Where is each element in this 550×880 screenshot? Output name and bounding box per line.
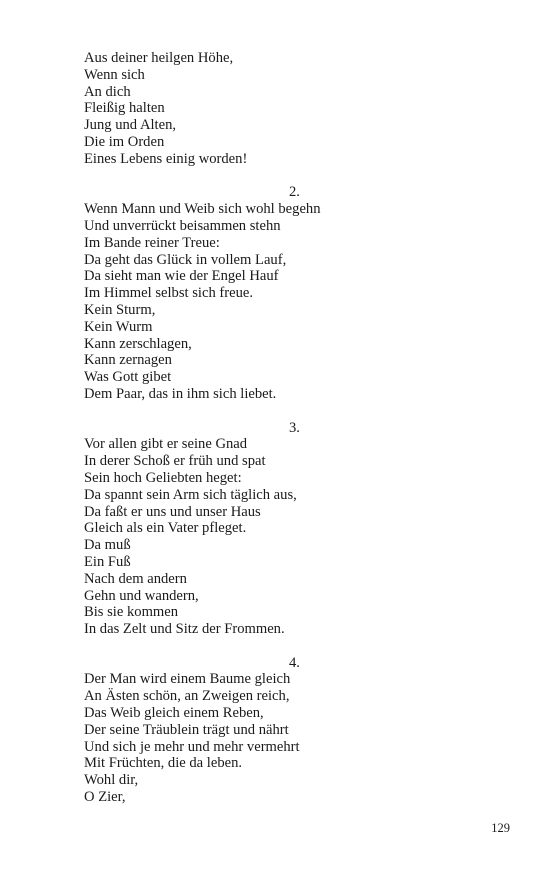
verse-line: Da faßt er uns und unser Haus bbox=[84, 503, 261, 520]
stanza-2 bbox=[84, 184, 484, 402]
verse-line: Eines Lebens einig worden! bbox=[84, 150, 248, 167]
verse-line: In das Zelt und Sitz der Frommen. bbox=[84, 621, 285, 638]
verse-line: Gleich als ein Vater pfleget. bbox=[84, 520, 247, 537]
verse-line: Der seine Träublein trägt und nährt bbox=[84, 721, 289, 738]
verse-line: An Ästen schön, an Zweigen reich, bbox=[84, 688, 290, 705]
verse-line: Wenn sich bbox=[84, 66, 145, 83]
verse-line: Was Gott gibet bbox=[84, 369, 172, 386]
verse-line: Gehn und wandern, bbox=[84, 587, 199, 604]
stanza-number: 2. bbox=[289, 184, 300, 201]
verse-line: Dem Paar, das in ihm sich liebet. bbox=[84, 385, 277, 402]
verse-line: Wenn Mann und Weib sich wohl begehn bbox=[84, 201, 321, 218]
verse-line: Kann zerschlagen, bbox=[84, 335, 192, 352]
verse-line: Da spannt sein Arm sich täglich aus, bbox=[84, 486, 297, 503]
verse-line: Sein hoch Geliebten heget: bbox=[84, 469, 242, 486]
verse-line: Vor allen gibt er seine Gnad bbox=[84, 436, 248, 453]
stanza-gap bbox=[84, 403, 484, 420]
verse-line: Und unverrückt beisammen stehn bbox=[84, 217, 281, 234]
verse-line: Fleißig halten bbox=[84, 100, 165, 117]
stanza-4 bbox=[84, 655, 484, 806]
stanza-number: 3. bbox=[289, 419, 300, 436]
verse-line: Da muß bbox=[84, 537, 131, 554]
verse-line: Da sieht man wie der Engel Hauf bbox=[84, 268, 279, 285]
stanza-1 bbox=[84, 50, 484, 168]
verse-line: Aus deiner heilgen Höhe, bbox=[84, 50, 234, 66]
verse-line: Kein Wurm bbox=[84, 318, 153, 335]
verse-line: In derer Schoß er früh und spat bbox=[84, 453, 266, 470]
stanza-gap bbox=[84, 638, 484, 655]
verse-line: Und sich je mehr und mehr vermehrt bbox=[84, 738, 300, 755]
verse-line: Die im Orden bbox=[84, 133, 165, 150]
verse-line: Mit Früchten, die da leben. bbox=[84, 755, 243, 772]
stanza-gap bbox=[84, 168, 484, 185]
verse-line: O Zier, bbox=[84, 789, 126, 806]
stanza-3 bbox=[84, 420, 484, 638]
verse-line: Im Bande reiner Treue: bbox=[84, 234, 220, 251]
verse-line: Nach dem andern bbox=[84, 570, 187, 587]
verse-line: Jung und Alten, bbox=[84, 117, 177, 134]
verse-line: Da geht das Glück in vollem Lauf, bbox=[84, 251, 287, 268]
verse-line: Das Weib gleich einem Reben, bbox=[84, 705, 264, 722]
verse-line: Bis sie kommen bbox=[84, 604, 179, 621]
verse-line: Im Himmel selbst sich freue. bbox=[84, 285, 254, 302]
verse-line: Ein Fuß bbox=[84, 553, 131, 570]
verse-line: An dich bbox=[84, 83, 131, 100]
verse-line: Der Man wird einem Baume gleich bbox=[84, 671, 291, 688]
page-number: 129 bbox=[491, 821, 510, 835]
stanza-number: 4. bbox=[289, 654, 300, 671]
verse-line: Wohl dir, bbox=[84, 772, 139, 789]
poem-text bbox=[84, 50, 484, 806]
verse-line: Kein Sturm, bbox=[84, 301, 156, 318]
verse-line: Kann zernagen bbox=[84, 352, 172, 369]
